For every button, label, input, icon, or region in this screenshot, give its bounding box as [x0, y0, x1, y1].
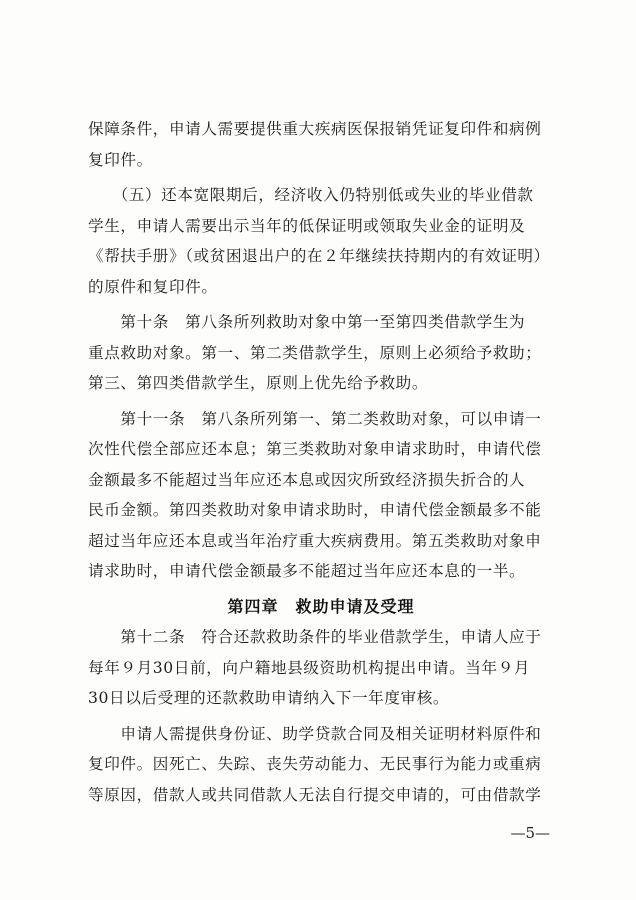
body-paragraph: [88, 404, 554, 587]
paragraph-line: 第三、第四类借款学生，原则上优先给予救助。: [88, 374, 429, 392]
paragraph-line: 《帮扶手册》（或贫困退出户的在２年继续扶持期内的有效证明）: [88, 247, 550, 265]
paragraph-line: 民币金额。第四类救助对象申请求助时，申请代偿金额最多不能: [88, 501, 542, 519]
paragraph-line: 等原因，借款人或共同借款人无法自行提交申请的，可由借款学: [88, 785, 542, 804]
paragraph-line: 复印件。: [88, 150, 153, 169]
body-paragraph: [88, 180, 554, 302]
paragraph-line: 第十一条 第八条所列第一、第二类救助对象，可以申请一: [88, 409, 542, 428]
paragraph-line: 复印件。因死亡、失踪、丧失劳动能力、无民事行为能力或重病: [88, 755, 542, 773]
paragraph-line: 第十二条 符合还款救助条件的毕业借款学生，申请人应于: [88, 628, 542, 646]
body-paragraph: [88, 307, 554, 399]
paragraph-line: 30日以后受理的还款救助申请纳入下一年度审核。: [88, 689, 450, 707]
paragraph-line: 超过当年应还本息或当年治疗重大疾病费用。第五类救助对象申: [88, 531, 542, 550]
paragraph-line: 的原件和复印件。: [88, 277, 218, 296]
page-number: —5—: [510, 824, 550, 842]
paragraph-line: 请求助时，申请代偿金额最多不能超过当年应还本息的一半。: [88, 562, 526, 580]
paragraph-line: 每年９月30日前，向户籍地县级资助机构提出申请。当年９月: [88, 658, 531, 677]
paragraph-line: 次性代偿全部应还本息；第三类救助对象申请求助时，申请代偿: [88, 440, 542, 458]
body-paragraph: [88, 719, 554, 811]
paragraph-line: 金额最多不能超过当年应还本息或因灾所致经济损失折合的人: [88, 470, 526, 489]
paragraph-line: 申请人需提供身份证、助学贷款合同及相关证明材料原件和: [88, 724, 542, 743]
document-body: [88, 114, 554, 810]
chapter-heading: 第四章 救助申请及受理: [227, 596, 415, 616]
body-paragraph: [88, 622, 554, 714]
paragraph-line: 第十条 第八条所列救助对象中第一至第四类借款学生为: [88, 313, 526, 331]
paragraph-line: 保障条件，申请人需要提供重大疾病医保报销凭证复印件和病例: [88, 120, 542, 138]
paragraph-line: （五）还本宽限期后，经济收入仍特别低或失业的毕业借款: [88, 186, 534, 204]
body-paragraph: [88, 114, 554, 175]
paragraph-line: 重点救助对象。第一、第二类借款学生，原则上必须给予救助；: [88, 343, 542, 362]
paragraph-line: 学生，申请人需要出示当年的低保证明或领取失业金的证明及: [88, 216, 526, 235]
